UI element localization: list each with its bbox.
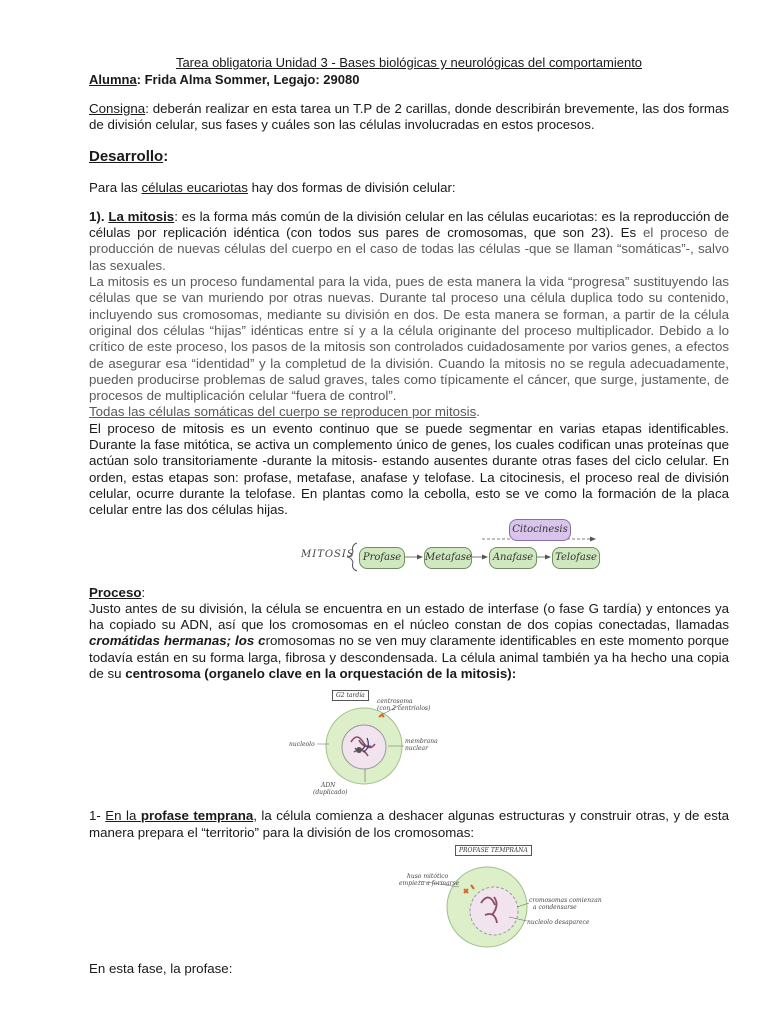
stage-profase: Profase <box>359 547 405 569</box>
profase-cell-illustration <box>89 845 729 957</box>
huso-label-1: huso mitótico <box>407 872 449 880</box>
stage-metafase: Metafase <box>424 547 472 569</box>
huso-label-2: empieza a formarse <box>399 879 460 887</box>
proceso-heading: Proceso: <box>89 584 146 600</box>
consigna-paragraph: Consigna: deberán realizar en esta tarea un T.P de 2 carillas, donde describirán brevemente, las dos formas de división celular, sus fases y cuáles son las células involucradas en estos procesos. <box>89 101 729 133</box>
proceso-paragraph: Justo antes de su división, la célula se encuentra en un estado de interfase (o fase G tardía) y entonces ya ha copiado su ADN, así que los cromosomas en el núcleo constan de dos copias conectadas, llamadas cromátidas hermanas; los cromosomas no se ven muy claramente identificables en este momento porque todavía están en su forma larga, fibrosa y descondensada. La célula animal también ya ha hecho una copia de su centrosoma (organelo clave en la orquestación de la mitosis): <box>89 600 729 682</box>
cytokinesis-pill: Citocinesis <box>509 519 571 541</box>
cromosomas-label-1: cromosomas comienzan <box>529 896 602 904</box>
mitosis-paragraph-2: La mitosis es un proceso fundamental para la vida, pues de esta manera la vida “progresa” sustituyendo las células que se van muriendo por otras nuevas. Durante tal proceso una célula duplica todo su contenido, incluyendo sus cromosomas, mediante su división en dos. De esta manera se forman, a partir de la célula original dos células “hijas” idénticas entre sí y a la célula originante del proceso multiplicador. Debido a lo crítico de este proceso, los pasos de la mitosis son controlados cuidadosamente por varios genes, a efectos de asegurar esa “identidad” y la completud de la división. Cuando la mitosis no se regula adecuadamente, pueden producirse problemas de salud graves, tales como típicamente el cáncer, que surge, justamente, de procesos de multiplicación celular “fuera de control”. <box>89 274 729 404</box>
mitosis-paragraph-3: El proceso de mitosis es un evento continuo que se puede segmentar en varias etapas identificables. Durante la fase mitótica, se activa un complemento único de genes, los cuales codifican unas proteínas que actúan solo transitoriamente -durante la mitosis- estando ausentes durante otras fases del ciclo celular. En orden, estas etapas son: profase, metafase, anafase y telofase. La citocinesis, el proceso real de división celular, ocurre durante la telofase. En plantas como la cebolla, esto se ve como la formación de la placa celular entre las dos células hijas. <box>89 420 729 518</box>
mitosis-definition: 1). La mitosis: es la forma más común de la división celular en las células eucariotas: es la reproducción de células por replicación idéntica (con todos sus pares de cromosomas, que son 23). Es el proceso de producción de nuevas células del cuerpo en el caso de todas las células -que se llaman “somáticas”-, salvo las sexuales. <box>89 208 730 273</box>
profase-diagram <box>89 845 729 957</box>
adn-label-1: ADN <box>321 782 336 790</box>
centrosoma-label: centrosoma <box>377 698 413 706</box>
somatic-line: Todas las células somáticas del cuerpo se reproducen por mitosis. <box>89 404 480 420</box>
student-line: Alumna: Frida Alma Sommer, Legajo: 29080 <box>89 72 360 87</box>
document-page <box>89 54 729 977</box>
desarrollo-heading: Desarrollo: <box>89 147 169 165</box>
intro-paragraph: Para las células eucariotas hay dos formas de división celular: <box>89 179 456 195</box>
profase-paragraph: 1- En la profase temprana, la célula comienza a deshacer algunas estructuras y construir otras, y de esta manera prepara el “territorio” para la división de los cromosomas: <box>89 808 729 840</box>
g2-box-label: G2 tardía <box>332 690 369 701</box>
nucleolo-desaparece-label: nucleolo desaparece <box>527 918 590 926</box>
document-title: Tarea obligatoria Unidad 3 - Bases biológicas y neurológicas del comportamiento <box>175 55 643 70</box>
adn-label-2: (duplicado) <box>313 789 348 797</box>
membrana-label-1: membrana <box>405 738 438 746</box>
cromosomas-label-2: a condensarse <box>533 903 577 911</box>
mitosis-diagram-label: MITOSIS <box>301 548 355 560</box>
mitosis-stages-diagram <box>89 519 729 573</box>
mitosis-arrows <box>89 519 729 573</box>
profase-box-label: PROFASE TEMPRANA <box>455 845 532 856</box>
stage-telofase: Telofase <box>552 547 600 569</box>
closing-line: En esta fase, la profase: <box>89 960 233 976</box>
g2-cell-diagram <box>89 690 729 802</box>
stage-anafase: Anafase <box>489 547 537 569</box>
membrana-label-2: nuclear <box>405 745 429 753</box>
nucleolo-label: nucleolo <box>289 741 315 749</box>
centriolos-label: (con 2 centriolos) <box>377 705 431 713</box>
